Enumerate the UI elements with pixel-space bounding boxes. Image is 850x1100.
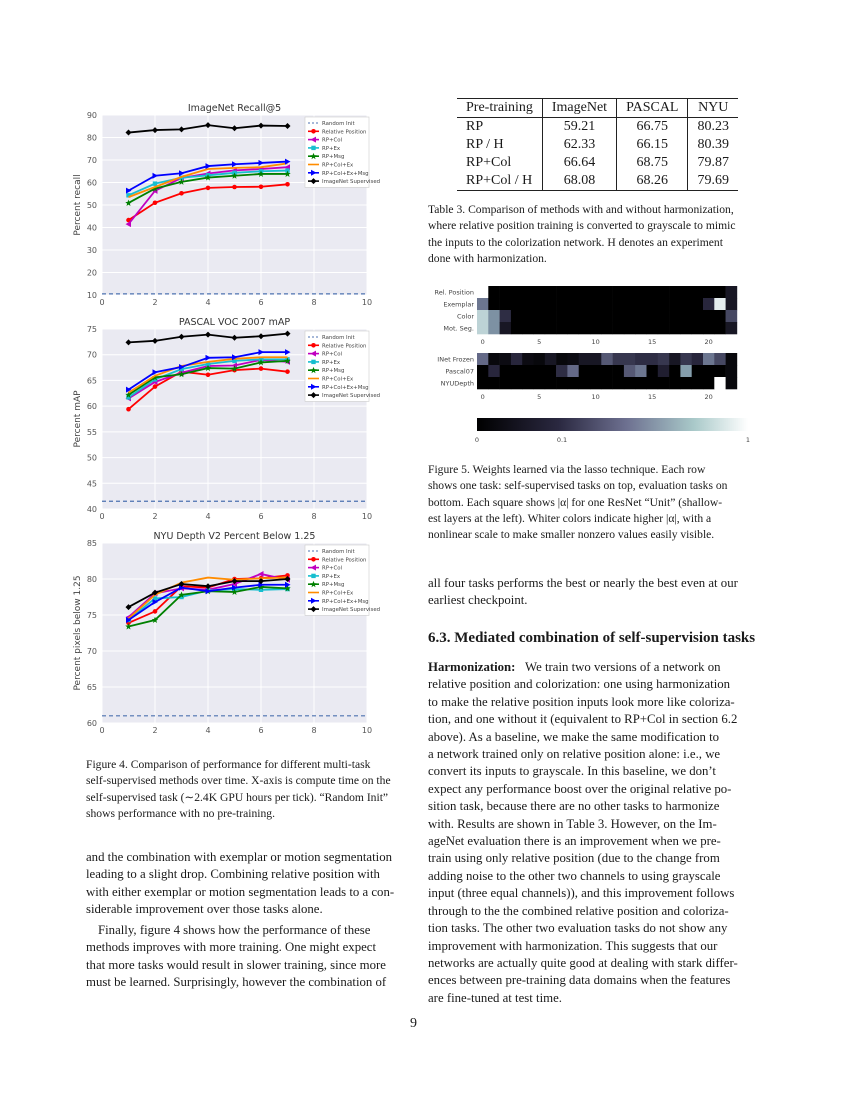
svg-text:20: 20 xyxy=(704,393,713,401)
svg-text:ImageNet Supervised: ImageNet Supervised xyxy=(322,607,380,614)
svg-text:60: 60 xyxy=(86,402,97,412)
text-line: a network trained only on relative position alone: i.e., we xyxy=(428,747,721,762)
table-3 xyxy=(457,98,738,191)
svg-text:RP+Col+Ex: RP+Col+Ex xyxy=(322,162,354,169)
svg-text:0: 0 xyxy=(99,726,105,735)
table-cell: RP xyxy=(466,119,484,134)
text-line: leading to a slight drop. Combining relative position with xyxy=(86,867,380,882)
svg-text:4: 4 xyxy=(205,298,211,307)
svg-text:0.1: 0.1 xyxy=(556,436,568,444)
svg-text:NYUDepth: NYUDepth xyxy=(440,379,474,388)
text-line: above). As a baseline, we make the same modification to xyxy=(428,729,720,744)
text-line: improvement with harmonization. This suggests that our xyxy=(428,938,718,953)
svg-text:Random Init: Random Init xyxy=(322,549,355,555)
svg-text:60: 60 xyxy=(86,719,97,728)
table-cell: 66.64 xyxy=(542,154,616,172)
table-cell: RP+Col xyxy=(466,155,512,170)
svg-text:Random Init: Random Init xyxy=(322,335,355,341)
table-cell: 80.39 xyxy=(688,136,738,154)
table-cell: 68.75 xyxy=(617,154,688,172)
caption-line: done with harmonization. xyxy=(428,251,547,265)
svg-text:6: 6 xyxy=(258,298,264,307)
svg-text:4: 4 xyxy=(205,726,211,735)
svg-text:RP+Col+Ex+Msg: RP+Col+Ex+Msg xyxy=(322,384,369,391)
svg-text:Random Init: Random Init xyxy=(322,121,355,127)
text-line: all four tasks performs the best or nearly the best even at our xyxy=(428,576,738,590)
svg-text:RP+Col: RP+Col xyxy=(322,137,343,144)
figure5-heatmap xyxy=(420,280,765,450)
svg-text:8: 8 xyxy=(311,512,317,521)
caption-line: Figure 4. Comparison of performance for different multi-task xyxy=(86,758,371,771)
caption-line: shows one task: self-supervised tasks on top, evaluation tasks on xyxy=(428,479,728,493)
svg-text:RP+Msg: RP+Msg xyxy=(322,582,345,589)
svg-text:ImageNet Recall@5: ImageNet Recall@5 xyxy=(187,103,282,114)
table-header-row xyxy=(457,99,738,118)
svg-text:RP+Col+Ex: RP+Col+Ex xyxy=(322,590,354,597)
caption-line: self-supervised task (∼2.4K GPU hours per tick). “Random Init” xyxy=(86,790,389,804)
text-line: that more tasks would result in slower training, since more xyxy=(86,957,386,972)
text-line: tion tasks. The other two evaluation tasks do not show any xyxy=(428,921,728,936)
text-line: ences between pre-training data domains when the features xyxy=(428,973,731,988)
text-line: adding noise to the other two channels to using grayscale xyxy=(428,868,721,883)
svg-text:2: 2 xyxy=(152,512,158,521)
caption-line: bottom. Each square shows |α| for one ResNet “Unit” (shallow- xyxy=(428,495,723,509)
svg-text:60: 60 xyxy=(86,178,97,188)
text-line: train using only relative position (due to the change from xyxy=(428,851,720,866)
svg-text:20: 20 xyxy=(86,268,97,278)
svg-text:RP+Ex: RP+Ex xyxy=(322,145,341,152)
svg-text:Percent pixels below 1.25: Percent pixels below 1.25 xyxy=(73,575,83,691)
svg-text:0: 0 xyxy=(474,436,480,444)
svg-text:Mot. Seg.: Mot. Seg. xyxy=(443,324,474,333)
text-line: are fine-tuned at test time. xyxy=(428,990,562,1005)
table-cell: 66.75 xyxy=(617,118,688,137)
svg-text:0: 0 xyxy=(99,512,105,521)
text-line: to make the relative position inputs look more like coloriza- xyxy=(428,694,735,709)
svg-text:80: 80 xyxy=(86,133,97,143)
svg-text:RP+Ex: RP+Ex xyxy=(322,359,341,366)
text-line: Finally, figure 4 shows how the performance of these xyxy=(98,923,371,937)
svg-text:75: 75 xyxy=(86,611,97,620)
caption-line: the inputs to the colorization network. H denotes an experiment xyxy=(428,235,723,249)
harmonization-label: Harmonization: xyxy=(428,660,516,674)
header-cell: Pre-training xyxy=(466,100,533,115)
svg-text:RP+Col+Ex+Msg: RP+Col+Ex+Msg xyxy=(322,598,369,605)
svg-text:RP+Col: RP+Col xyxy=(322,351,343,358)
svg-text:RP+Ex: RP+Ex xyxy=(322,573,341,580)
svg-text:NYU Depth V2 Percent Below 1.2: NYU Depth V2 Percent Below 1.25 xyxy=(153,531,316,542)
svg-text:10: 10 xyxy=(361,298,373,307)
svg-text:2: 2 xyxy=(152,726,158,735)
svg-text:15: 15 xyxy=(648,338,657,346)
text-line: through to the the combined relative position and coloriza- xyxy=(428,903,729,918)
text-line: sition task, because there are no other tasks to harmonize xyxy=(428,799,720,814)
table-cell: RP+Col / H xyxy=(466,173,533,188)
svg-text:10: 10 xyxy=(591,338,600,346)
svg-text:RP+Col+Ex: RP+Col+Ex xyxy=(322,376,354,383)
svg-text:65: 65 xyxy=(86,376,97,386)
svg-text:4: 4 xyxy=(205,512,211,521)
text-line: earliest checkpoint. xyxy=(428,593,528,608)
svg-text:5: 5 xyxy=(537,338,542,346)
svg-text:Rel. Position: Rel. Position xyxy=(434,288,474,297)
svg-text:Percent recall: Percent recall xyxy=(73,174,83,236)
table-row xyxy=(457,118,738,137)
svg-text:8: 8 xyxy=(311,298,317,307)
svg-text:RP+Col+Ex+Msg: RP+Col+Ex+Msg xyxy=(322,170,369,177)
svg-text:6: 6 xyxy=(258,512,264,521)
table-row xyxy=(457,154,738,172)
right-paragraph-0 xyxy=(428,575,758,610)
text-line: with either exemplar or motion segmentation leads to a con- xyxy=(86,884,395,899)
svg-text:45: 45 xyxy=(86,479,97,489)
caption-line: self-supervised methods over time. X-axis is compute time on the xyxy=(86,774,391,788)
svg-text:55: 55 xyxy=(86,427,97,437)
text-line: methods improves with more training. One might expect xyxy=(86,940,377,955)
svg-text:RP+Col: RP+Col xyxy=(322,565,343,572)
table-cell: 68.08 xyxy=(542,172,616,191)
svg-text:70: 70 xyxy=(86,647,97,656)
left-paragraph-2 xyxy=(86,922,400,992)
text-line: convert its inputs to grayscale. In this baseline, we don’t xyxy=(428,764,716,779)
svg-text:85: 85 xyxy=(86,539,97,548)
table-cell: 68.26 xyxy=(617,172,688,191)
table-cell: 80.23 xyxy=(688,118,738,137)
svg-text:50: 50 xyxy=(86,453,97,463)
table-cell: RP / H xyxy=(466,137,504,152)
table-cell: 59.21 xyxy=(542,118,616,137)
caption-line: where relative position training is converted to grayscale to mimic xyxy=(428,219,736,233)
table-row xyxy=(457,172,738,191)
svg-text:Exemplar: Exemplar xyxy=(443,300,474,309)
table-row xyxy=(457,136,738,154)
page-number: 9 xyxy=(410,1016,417,1031)
caption-line: shows performance with no pre-training. xyxy=(86,806,275,820)
chart-nyu-depth xyxy=(70,527,380,742)
svg-text:Relative Position: Relative Position xyxy=(322,557,367,564)
table3-caption xyxy=(428,202,758,267)
svg-text:ImageNet Supervised: ImageNet Supervised xyxy=(322,393,380,400)
svg-text:0: 0 xyxy=(480,338,485,346)
text-line: siderable improvement over those tasks alone. xyxy=(86,902,323,917)
text-line: tion, and one without it (equivalent to RP+Col in section 6.2 xyxy=(428,712,738,727)
svg-text:10: 10 xyxy=(361,512,373,521)
svg-text:10: 10 xyxy=(86,291,97,300)
chart-imagenet-recall xyxy=(70,100,380,310)
svg-text:15: 15 xyxy=(648,393,657,401)
svg-text:90: 90 xyxy=(86,111,97,120)
text-line: relative position and colorization: one using harmonization xyxy=(428,677,731,692)
chart-pascal-map xyxy=(70,312,380,527)
svg-text:Relative Position: Relative Position xyxy=(322,343,367,350)
svg-text:50: 50 xyxy=(86,201,97,210)
svg-text:5: 5 xyxy=(537,393,542,401)
text-line: networks are actually quite good at dealing with stark differ- xyxy=(428,955,738,970)
caption-line: Figure 5. Weights learned via the lasso technique. Each row xyxy=(428,463,706,476)
text-line xyxy=(428,659,758,676)
svg-text:80: 80 xyxy=(86,575,97,584)
table-cell: 62.33 xyxy=(542,136,616,154)
svg-text:RP+Msg: RP+Msg xyxy=(322,368,345,375)
svg-text:INet Frozen: INet Frozen xyxy=(437,355,474,364)
figure5-caption xyxy=(428,462,758,543)
svg-text:30: 30 xyxy=(86,246,97,255)
text-line: expect any performance boost over the original relative po- xyxy=(428,781,732,796)
header-cell: NYU xyxy=(688,99,738,118)
svg-text:70: 70 xyxy=(86,350,97,360)
text-line: must be learned. Surprisingly, however the combination of xyxy=(86,975,387,990)
text-run: We train two versions of a network on xyxy=(525,660,721,674)
table-cell: 66.15 xyxy=(617,136,688,154)
svg-text:8: 8 xyxy=(311,726,317,735)
table-cell: 79.87 xyxy=(688,154,738,172)
header-cell: ImageNet xyxy=(542,99,616,118)
svg-text:2: 2 xyxy=(152,298,158,307)
figure4-caption xyxy=(86,757,400,822)
text-line: ageNet evaluation there is an improvement when we pre- xyxy=(428,834,721,849)
caption-line: Table 3. Comparison of methods with and without harmonization, xyxy=(428,203,734,216)
svg-text:65: 65 xyxy=(86,683,97,692)
svg-text:20: 20 xyxy=(704,338,713,346)
svg-text:Pascal07: Pascal07 xyxy=(445,367,474,376)
svg-text:10: 10 xyxy=(591,393,600,401)
svg-text:ImageNet Supervised: ImageNet Supervised xyxy=(322,179,380,186)
header-cell: PASCAL xyxy=(617,99,688,118)
right-paragraph-1 xyxy=(428,659,758,1007)
svg-text:6: 6 xyxy=(258,726,264,735)
caption-line: nonlinear scale to make smaller nonzero values easily visible. xyxy=(428,528,715,542)
text-line: input (three equal channels)), and this improvement follows xyxy=(428,886,735,901)
table-cell: 79.69 xyxy=(688,172,738,191)
svg-text:Relative Position: Relative Position xyxy=(322,129,367,136)
svg-text:Percent mAP: Percent mAP xyxy=(73,390,83,448)
caption-line: est layers at the left). Whiter colors indicate higher |α|, with a xyxy=(428,511,712,525)
svg-text:Color: Color xyxy=(457,312,474,321)
svg-text:PASCAL VOC 2007 mAP: PASCAL VOC 2007 mAP xyxy=(178,317,291,328)
svg-text:70: 70 xyxy=(86,156,97,165)
svg-text:40: 40 xyxy=(86,505,97,514)
svg-text:0: 0 xyxy=(480,393,485,401)
section-heading: 6.3. Mediated combination of self-supervision tasks xyxy=(428,630,756,646)
svg-text:75: 75 xyxy=(86,325,97,334)
text-line: with. Results are shown in Table 3. However, on the Im- xyxy=(428,816,717,831)
left-paragraph-1 xyxy=(86,849,400,919)
text-line: and the combination with exemplar or motion segmentation xyxy=(86,850,392,864)
svg-text:10: 10 xyxy=(361,726,373,735)
svg-text:40: 40 xyxy=(86,223,97,233)
svg-text:1: 1 xyxy=(745,436,751,444)
svg-text:0: 0 xyxy=(99,298,105,307)
svg-text:RP+Msg: RP+Msg xyxy=(322,154,345,161)
